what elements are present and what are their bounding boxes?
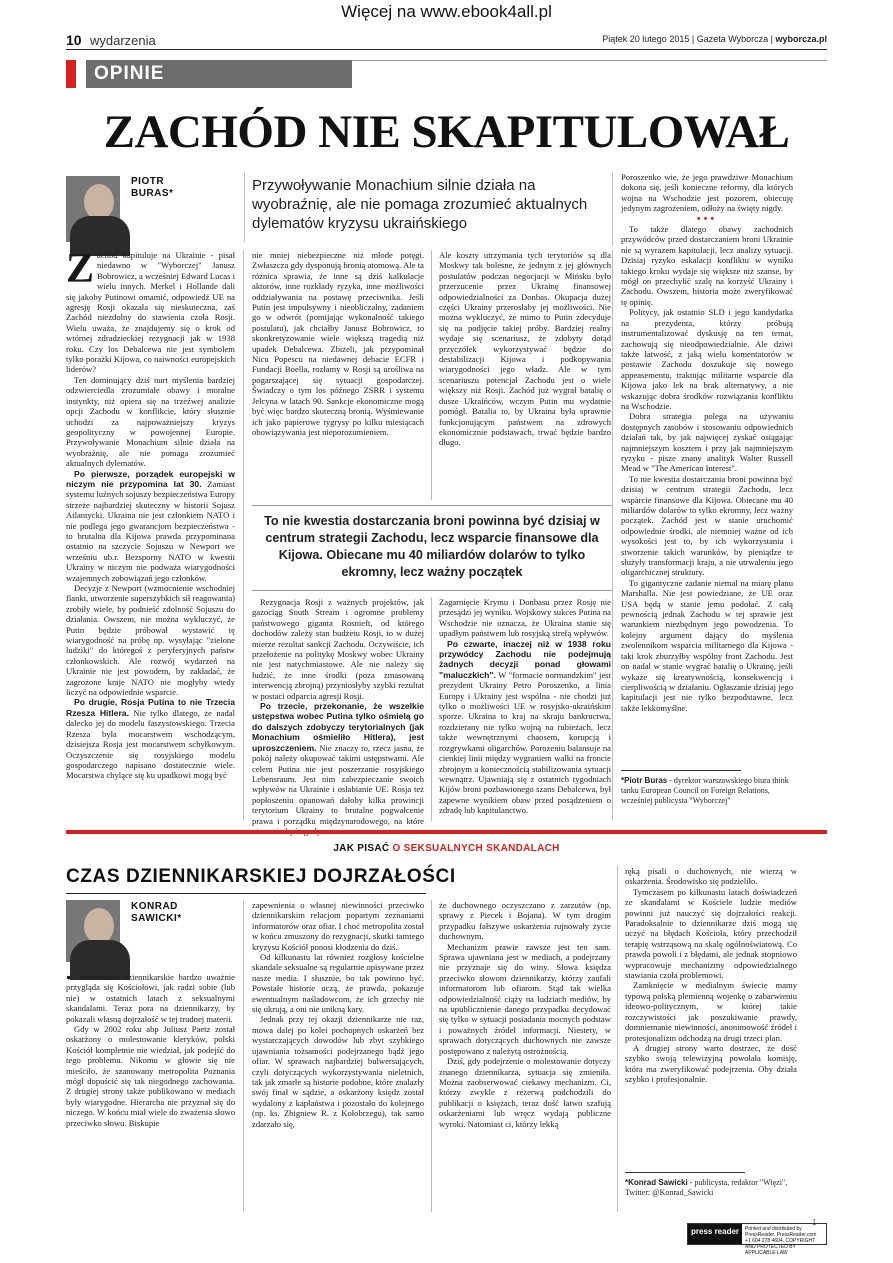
pressreader-badge <box>687 1223 827 1256</box>
lead-in-1: Po pierwsze, porządek europejski w niczym nie przypomina lat 30. <box>66 468 235 489</box>
article1-column-2-bottom <box>252 597 424 826</box>
paragraph: Dziś, gdy podejrzenie o molestowanie dotyczy znanego dziennikarza, sytuacja się zmieniła. Można zaobserwować ciekawy mechanizm. Ci, którzy zwykle z rezerwą podchodzili do publikacji o księżach, teraz dość łatwo szafują oskarżeniami lub wręcz wydają publiczne wyroki. Natomiast ci, którzy lekką <box>439 1056 611 1129</box>
column-separator <box>612 172 613 246</box>
paragraph: Poroszenko wie, że jego prawdziwe Monachium dokona się, jeśli konieczne reformy, dla których wojna na Wschodzie jest pozorem, obiecuję jedynym zagrożeniem, odłoży na święty nigdy. <box>621 172 793 214</box>
red-marker <box>66 60 76 88</box>
author-name <box>131 176 173 200</box>
article2-column-3 <box>439 900 611 1212</box>
label-rule <box>352 60 827 88</box>
bullet-icon: ● <box>66 972 79 982</box>
paragraph: Środowisko dziennikarskie bardzo uważnie przygląda się Kościołowi, jak radzi sobie (lub nie) w ostatnich latach z seksualnymi skandalami. Teraz pora na dziennikarzy, by pokazali własną dojrzałość w tej trudnej materii. <box>66 972 235 1024</box>
paragraph: Dobra strategia polega na używaniu dostępnych zasobów i stosowaniu odpowiednich działań tak, by jak najwięcej zyskać osiągając najmniejszym kosztem i przy jak najmniejszym ryzyku - pisze znany analityk Walter Russell Mead w "The American Interest". <box>621 411 793 474</box>
paragraph: Politycy, jak ostatnio SLD i jego kandydatka na prezydenta, którzy próbują instrumentalizować dyskusję na ten temat, zachowują się nieodpowiedzialnie. Ale dziwi także łatwość, z jaką wielu komentatorów w postawie Zachodu doszukuje się nowego appeasementu, traktując militarne wsparcie dla Kijowa jako lek na brak alternatywy, a nie wskazując dobra środków rozwiązania konfliktu na Wschodzie. <box>621 307 793 411</box>
paragraph: że duchownego oczyszczano z zarzutów (np. sprawy z Piecek i Bojana). W tym drugim przypadku fałszywe oskarżenia rujnowały życie duchownym. <box>439 900 611 942</box>
page-marker: 1 <box>812 1218 817 1227</box>
paragraph: W "formacie normandzkim" jest prezydent Ukrainy Petro Poroszenko, a linia Europy i Ukrainy jest wspólna - nie chodzi już tylko o możliwości UE w rosyjsko-ukraińskim sporze. Ukraina to kraj na skraju bankructwa, rozdzierany nie tylko wojną na rubieżach, lecz także wewnętrznymi chaosem, korupcją i rozgrywkami oligarchów. Porozeniu balansuje na cienkiej linii między wygraniem walki na froncie zbrojnym a koniecznością stabilizowania sytuacji wewnątrz. Ujawniają się z ostatnich tygodniach Kijów broni pozbawionego szans Debalcewa, był zapewne wynikiem obaw przed posądzeniem o zdradę lub kapitulanctwo. <box>439 669 611 816</box>
article1-column-4 <box>621 172 793 764</box>
paragraph: nie mniej niebezpieczne niż młode potęgi. Zwłaszcza gdy dysponują bronią atomową. Ale ta różnica sprawia, że inne są dziś kalkulacje aktorów, inne rozkłady ryzyka, inne możliwości oddziaływania na postawę przeciwnika. Jeśli Putin jest impulsywny i nieobliczalny, zadaniem go w odwrót (pomijając wykonalność takiego postulatu), jak chciałby Janusz Bobrowicz, to skonkretyzowanie wiele większą tragedią niż upadek Debalcewa. Zbiżeli, jak przypominał Nicu Popescu na niedawnej debacie ECFR i Fundacji Boella, rozłamy w Rosji są urośliwa na pogarszającej się sytuacji gospodarczej. Świadczy o tym los późnego ZSRR i systemu Jelcyna w latach 90. Sankcje ekonomiczne mogą być więc bardzo skuteczną bronią. Wyśmiewanie ich jako papierowe tygrysy po kilku miesiącach obowiązywania jest nieporozumieniem. <box>252 250 424 437</box>
column-separator <box>431 250 432 500</box>
footnote-name: *Konrad Sawicki <box>625 1178 688 1187</box>
lead-in-3: Po trzecie, przekonanie, że wszelkie ustępstwa wobec Putina tylko ośmielą go do dalszych zdobyczy terytorialnych (jak Monachium ośmieliło Hitlera), jest uproszczeniem. <box>252 701 424 753</box>
pressreader-logo: press reader <box>688 1224 742 1244</box>
lead-in-2: Po drugie, Rosja Putina to nie Trzecia Rzesza Hitlera. <box>66 697 235 718</box>
paragraph: Gdy w 2002 roku abp Juliusz Paetz został oskarżony o molestowanie kleryków, polski Kościół kompletnie nie wiedział, jak podejść do tego problemu. Nikomu w głowie się nie mieściło, że szanowany metropolita Poznania mógł dopuścić się tak niegodnego zachowania. Z drugiej strony także publikowano w mediach były wiarygodne. Hierarcha nie przyznał się do niczego. W końcu miał wiele do zważenia słowo przeciwko słowu. Biskupie <box>66 1024 235 1128</box>
paragraph: Decyzje z Newport (wzmocnienie wschodniej flanki, utworzenie superszybkich sił reagowania) zrobiły wiele, by podnieść zdolność Sojuszu do działania. Owszem, nie można wykluczyć, że Putin będzie próbował wystawić tę wiarygodność na próbę np. wysyłając "zielone ludziki" do któregoś z peryferyjnych państw członkowskich. Ale rozwój wydarzeń na Ukrainie nie jest powodem, by zakładać, że zagrożone kraje NATO nie mogłyby wtedy liczyć na odpowiednie wsparcie. <box>66 583 235 698</box>
paragraph: Mechanizm prawie zawsze jest ten sam. Sprawa ujawniana jest w mediach, a podejrzany nie przyznaje się do winy. Słowa księdza przeciwko słowom dziennikarzy, którzy zaufali informatorom lub ofiarom. Stąd tak wielka odpowiedzialność ciąży na ludziach mediów, by na upublicznienie danego przypadku decydować się tylko w sytuacji posiadania mocnych podstaw i poważnych źródeł informacji. Niestety, w sprawach dotyczących duchownych nie zawsze postępowano z należytą ostrożnością. <box>439 941 611 1056</box>
section-dots: ••• <box>696 212 718 225</box>
author2-first-name: KONRAD <box>131 901 178 912</box>
paragraph: To nie kwestia dostarczania broni powinna być dzisiaj w centrum strategii Zachodu, lecz wsparcie finansowe dla Kijowa. Obiecane mu 40 miliardów dolarów to tylko ekromny, lecz ważny początek. Zachód jest w stanie uruchomić odpowiednie środki, ale niemniej ważne od ich wysokości jest to, by ich wykorzystania i stworzenie takich warunków, by pieniądze te służyły transformacji kraju, a nie utrwaleniu jego oligarchicznej struktury. <box>621 473 793 578</box>
paragraph: Ale koszty utrzymania tych terytoriów są dla Moskwy tak bolesne, że jednym z jej głównych postulatów podczas negocjacji w Mińsku było przerzucenie przez Ukrainę finansowej odpowiedzialności za Donbas. Okupacja dużej części Ukrainy przerosłaby jej możliwości. Nie można wykluczyć, że mimo to Putin zdecyduje się na podjęcie takiej próby. Bardziej realny wydaje się scenariusz, że zdobyty dotąd przyczółek wykorzystywać będzie do destabilizacji Kijowa i podkopywania wiarygodności jego władz. Ale w tym scenariuszu potencjał Zachodu jest o wiele większy niż Rosji. Zachód już wygrał batalię o dusze Ukraińców, wczym Putin mu wydatnie pomógł. Batalia to, by Ukraina była sprawnie funkcjonującym państwem na zdrowych ekonomicznie podstawach, trwać będzie bardzo długo. <box>439 250 611 448</box>
paragraph: Nie tylko dlatego, że nadal dalecko jej do modelu faszystowskiego. Trzecia Rzesza była mocarstwem wschodzącym, dzisiejsza Rosja jest mocarstwem schyłkowym. Oczyszczenie się rosyjskiego modelu gospodarczego napisano dostatecznie wiele. Mocarstwa chylące się ku upadkowi mogą być <box>66 707 235 781</box>
header-right: Piątek 20 lutego 2015 | Gazeta Wyborcza | wyborcza.pl <box>602 34 827 44</box>
pullquote-rule-top <box>252 505 612 506</box>
paragraph: Zagarnięcie Krymu i Donbasu przez Rosję nie przesądzi jej wyniku. Wojskowy sukces Putina na Wschodzie nie oznacza, że Ukraina stanie się upadłym państwem lub rosyjską strefą wpływów. <box>439 597 611 639</box>
watermark-text: Więcej na www.ebook4all.pl <box>341 2 552 21</box>
author2-name <box>131 901 182 925</box>
section-name: wydarzenia <box>90 33 156 48</box>
paragraph: Ten dominujący dziś nurt myślenia bardziej odzwierciedla zrozumiałe obawy i moralne instynkty, niż opiera się na trzeźwej analizie opcji Zachodu w konflikcie, który słusznie uchodzi za najpoważniejszy kryzys geopolityczny w powojennej Europie. Przywoływanie Monachium silnie działa na wyobraźnię, ale nie pomaga zrozumieć aktualnych dylematów. <box>66 374 235 469</box>
footnote-name: *Piotr Buras <box>621 776 668 785</box>
site-link[interactable]: wyborcza.pl <box>775 34 827 44</box>
author-photo <box>66 176 120 242</box>
article-divider <box>66 830 827 834</box>
paragraph: A drugiej strony warto dostrzec, że dość szybko swoją telewizyjną powołała komisję, która ma zweryfikować podejrzenia. Oby działa szybko i profesjonalnie. <box>625 1042 797 1085</box>
lede-separator <box>244 172 245 242</box>
footnote-rule <box>621 770 741 771</box>
article1-column-2-top <box>252 250 424 500</box>
paragraph: Nie znaczy to, rzecz jasna, że pokój należy okupować takimi ustępstwami. Ale celem Putina nie jest poszerzanie rosyjskiego Lebensraum. Jest nim zabezpieczanie swoich wpływów na Ukrainie i osłabianie UE. Rosja też popłoszeniu opanowań dałoby kilka prowincji terytorium Ukrainy to brutalne pogwałcenie prawa i porządku międzynarodowego, na które <box>252 742 424 826</box>
article1-column-3-bottom <box>439 597 611 821</box>
column-separator <box>243 250 244 820</box>
author2-footnote <box>625 1178 797 1198</box>
author2-photo <box>66 900 120 962</box>
column-separator <box>612 250 613 820</box>
paragraph: Tymczasem po kilkunastu latach doświadczeń ze skandalami w Kościele ludzie mediów powinni już nauczyć się dojrzałości reakcji. Paradoksalnie to dziennikarze dziś mogą się uczyć na błędach Kościoła, który przechodził terapię wstrząsową na skalę ogólnoświatową. Co prawda powoli i z błędami, ale jednak stopniowo wypracowuje mechanizmy odpowiedzialnego stawiania czoła problemowi. <box>625 886 797 981</box>
column-separator <box>431 900 432 1212</box>
article2-column-2 <box>252 900 424 1212</box>
paragraph: Rezygnacja Rosji z ważnych projektów, jak gazociąg South Stream i ogromne problemy państwowego giganta Rosnieft, od którego dochodów zależy stan budżetu Rosji, to w dużej mierze rezultat sankcji Zachodu. Oczywiście, ich przełożenie na politykę Moskwy wobec Ukrainy nie jest natychmiastowe. Ale nie należy się łudzić, że inne środki (poza zmasowaną interwencją zbrojną) przyniosłyby szybki rezultat w postaci odparcia agresji Rosji. <box>252 597 424 701</box>
paragraph: zapewnienia o własnej niewinności przeciwko dziennikarskim relacjom popartym zeznaniami informatorów oraz ofiar. I choć metropolita został w końcu zmuszony do rezygnacji, skutki tamtego kryzysu Kościół ponosi kłodzenia do dziś. <box>252 900 424 952</box>
article-lede: Przywoływanie Monachium silnie działa na wyobraźnię, ale nie pomaga zrozumieć aktualnych dylematów kryzysu ukraińskiego <box>252 177 588 232</box>
paragraph: Jednak przy tej okazji dziennikarze nie raz, mowa dalej po kolei pochopnych oskarżeń bez wystarczających dowodów lub zbyt szybkiego ujawniania tożsamości podejrzanego bądź jego ofiar. W sprawach najbardziej bulwersujących, czyli dotyczących wykorzystywania nieletnich, tak jak zmarłe są historie podobne, które znalazły swój finał w sądzie, a oskarżony księdz został wydalony z kapłaństwa i pozostało do kolejnego (np. ks. Zbigniew R. z Kołobrzegu), tak samo zdarzało się, <box>252 1014 424 1129</box>
paragraph: Zamiast systemu luźnych sojuszy bezpieczeństwa Europy strzeże najbardziej skuteczny w historii Sojusz Atlantycki. Ukraina nie jest członkiem NATO i nie podlega jego gwarancjom bezpieczeństwa - to brutalna dla Kijowa prawda przypominana ostatnio na szczycie Sojuszu w Newport we wrześniu ub.r. Bezsporny NATO w kwestii Ukrainy w niczym nie podważa wiarygodności wzajemnych zobowiązań jego członków. <box>66 478 235 583</box>
headline-rule <box>66 893 426 894</box>
paper-name: Gazeta Wyborcza <box>696 34 769 44</box>
drop-cap: Z <box>66 246 95 292</box>
article2-column-4 <box>625 866 797 1166</box>
footnote-text: - dyrektor warszawskiego biura think tanku European Council on Foreign Relations, wcześniej publicysta "Wyborczej" <box>621 776 789 805</box>
author2-last-name: SAWICKI* <box>131 913 182 924</box>
article1-column-1 <box>66 246 235 820</box>
column-separator <box>431 597 432 821</box>
paragraph: To gigantyczne zadanie niemal na miarę planu Marshalla. Nie jest powiedziane, że UE oraz USA będą w stanie jemu podołać. Z całą pewnością jednak Zachodu w tej sprawie jest warunkiem niezbędnym jego powodzenia. To kolejny argument dający do myślenia zwolennikom wsparcia militarnego dla Kijowa - taki krok zburzyłby wspólny front Zachodu. Jest on nadal w stanie wygrać batalię o Ukrainę, jeśli wykaże się kreatywnością, konsekwencją i cierpliwością w działaniu. Ogłaszanie dzisiaj jego kapitulacji jest nie tylko bezpodstawne, lecz także lekkomyślne. <box>621 577 793 713</box>
paragraph: Zamknięcie w medialnym świecie mamy typową polską plemienną wojenkę o zabarwieniu ideowo-politycznym, w której takie rozczywistości jak poszukiwanie prawdy, domniemanie niewinności, anonimowość źródeł i protesjonalizm odchodzą na drugi trzeci plan. <box>625 980 797 1043</box>
paragraph: achód kapituluje na Ukrainie - pisał niedawno w "Wyborczej" Janusz Bobrowicz, a wcześniej Edward Lucas i wielu innych. Merkel i Hollande dali się jakoby Putinowi omamić, odpowiedź UE na agresję Rosji okazała się nieskuteczna, zaś Zachód niezdolny do stawienia czoła Rosji. Wielu uważa, że znajdujemy się o krok od wtórnej zdradzieckiej rezygnacji jak w 1938 roku. Czy los Debalcewa nie jest symbolem tylko porażki Kijowa, co naiwności europejskich liderów? <box>66 250 235 375</box>
article-headline: ZACHÓD NIE SKAPITULOWAŁ <box>103 106 790 158</box>
paragraph: Od kilkunastu lat również rozgłosy kościelne skandale seksualne są regularnie opisywane przez nasze media. I słusznie, bo tak powinno być. Powstałe historie uczą, że prawda, pokazuje ewentualnym naśladowcom, że ich grzechy nie się ukrują, a oni nie unikną kary. <box>252 952 424 1015</box>
paragraph: To także dlatego obawy zachodnich przywódców przed dostarczaniem broni Ukrainie nie są wyrazem kapitulacji, lecz analizy sytuacji. Dzisiaj ryzyko eskalacji konfliktu w wyniku takiego kroku wydaje się większe niż szanse, by mógł on przechylić szalę na korzyść Ukrainy i Zachodu. Owszem, historia może zweryfikować tę opinię. <box>621 224 793 307</box>
page-number: 10 <box>66 32 82 48</box>
page-header <box>66 32 827 50</box>
article2-column-1 <box>66 972 235 1212</box>
paragraph: ręką pisali o duchownych, nie wierzą w oskarżenia. Środowisko się podzieliło. <box>625 866 797 887</box>
topic-line <box>66 843 827 854</box>
author-first-name: PIOTR <box>131 176 165 187</box>
section-label: OPINIE <box>86 60 352 88</box>
pull-quote: To nie kwestia dostarczania broni powinna być dzisiaj w centrum strategii Zachodu, lecz wsparcie finansowe dla Kijowa. Obiecane mu 40 miliardów dolarów to tylko ekromny, lecz ważny początek <box>264 514 600 579</box>
pressreader-text: Printed and distributed by PressReader. PressReader.com +1 604 278 4604. COPYRIGHT AND PROTECTED BY APPLICABLE LAW <box>745 1226 817 1256</box>
pullquote-rule-bottom <box>252 590 612 591</box>
topic-highlight: O SEKSUALNYCH SKANDALACH <box>392 843 560 854</box>
column-separator <box>243 900 244 1212</box>
lead-in-4: Po czwarte, inaczej niż w 1938 roku przywódcy Zachodu nie podejmują żadnych decyzji ponad głowami "maluczkich". <box>439 638 611 680</box>
footnote-rule <box>625 1172 745 1173</box>
topic-prefix: JAK PISAĆ <box>333 843 390 854</box>
issue-date: Piątek 20 lutego 2015 <box>602 34 690 44</box>
column-separator <box>617 866 618 1212</box>
author-last-name: BURAS* <box>131 188 174 199</box>
article2-headline: CZAS DZIENNIKARSKIEJ DOJRZAŁOŚCI <box>66 866 456 887</box>
article1-column-3-top <box>439 250 611 500</box>
footnote-text: - publicysta, redaktor "Więzi", Twitter: @Konrad_Sawicki <box>625 1178 788 1197</box>
author-footnote <box>621 776 793 806</box>
